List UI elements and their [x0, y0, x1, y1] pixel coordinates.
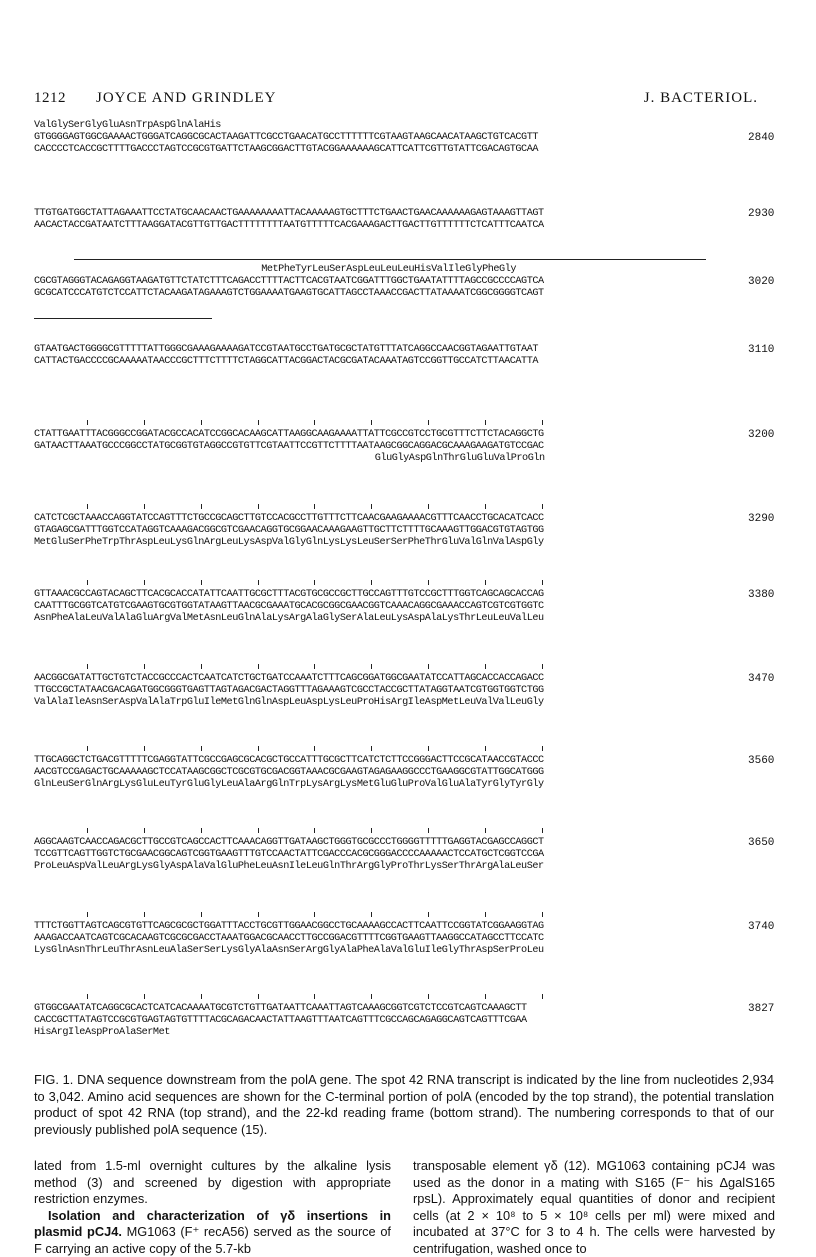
tick-mark [428, 912, 429, 917]
tick-mark [201, 828, 202, 833]
top-strand: GTGGGGAGTGGCGAAAACTGGGATCAGGCGCACTAAGATTCGCCTGAACATGCCTTTTTTCGTAAGTAAGCAACATAAGCTGTCACGTT [34, 132, 774, 144]
tick-mark [428, 994, 429, 999]
protein-top: ValGlySerGlyGluAsnTrpAspGlnAlaHis [34, 120, 774, 132]
tick-row [34, 912, 774, 921]
tick-mark [428, 420, 429, 425]
tick-mark [542, 912, 543, 917]
sequence-position-number: 3650 [748, 837, 774, 849]
transcript-line [74, 259, 706, 260]
tick-mark [314, 994, 315, 999]
protein-bottom: GlnLeuSerGlnArgLysGluLeuTyrGluGlyLeuAlaArgGlnTrpLysArgLysMetGluGluProValGluAlaTyrGlyTyrGly [34, 779, 774, 791]
sequence-block [34, 994, 774, 1039]
paragraph-text: MG1063 (F⁺ recA56) served as the source of F carrying an active copy of the 5.7-kb [34, 1224, 391, 1256]
top-strand: AACGGCGATATTGCTGTCTACCGCCCACTCAATCATCTGCTGATCCAAATCTTTCAGCGGATGGCGAATATCCATTAGCACCACCAGACC [34, 673, 774, 685]
sequence-position-number: 3827 [748, 1003, 774, 1015]
bottom-strand: CACCCCTCACCGCTTTTGACCCTAGTCCGCGTGATTCTAAGCGGACTTGTACGGAAAAAAGCATTCATTCGTTGTATTCGACAGTGCAA [34, 144, 774, 156]
top-strand: GTAATGACTGGGGCGTTTTTATTGGGCGAAAGAAAAGATCCGTAATGCCTGATGCGCTATGTTTATCAGGCCAACGGTAGAATTGTAAT [34, 344, 774, 356]
tick-mark [371, 664, 372, 669]
tick-mark [314, 664, 315, 669]
sequence-position-number: 3560 [748, 755, 774, 767]
tick-mark [258, 746, 259, 751]
sequence-block [34, 746, 774, 791]
tick-mark [428, 746, 429, 751]
sequence-block [34, 208, 774, 232]
tick-mark [371, 828, 372, 833]
sequence-position-number: 3200 [748, 429, 774, 441]
top-strand: AGGCAAGTCAACCAGACGCTTGCCGTCAGCCACTTCAAACAGGTTGATAAGCTGGGTGCGCCCTGGGGTTTTTGAGGTACGAGCCAGGCT [34, 837, 774, 849]
tick-mark [542, 746, 543, 751]
paragraph: lated from 1.5-ml overnight cultures by the alkaline lysis method (3) and screened by digestion with appropriate restriction enzymes. [34, 1158, 391, 1208]
sequence-position-number: 3110 [748, 344, 774, 356]
tick-mark [87, 746, 88, 751]
tick-row [34, 580, 774, 589]
protein-bottom: GluGlyAspGlnThrGluGluValProGln [34, 453, 774, 465]
caption-text: DNA sequence downstream from the polA gene. The spot 42 RNA transcript is indicated by the line from nucleotides 2,934 to 3,042. Amino acid sequences are shown for the C-terminal portion of polA (encoded by the top strand), the potential translation product of spot 42 RNA (top strand), and the 22-kd reading frame (bottom strand). The numbering corresponds to that of our previously published polA sequence (15). [34, 1072, 774, 1137]
tick-mark [258, 504, 259, 509]
top-strand: TTGTGATGGCTATTAGAAATTCCTATGCAACAACTGAAAAAAAATTACAAAAAGTGCTTTCTGAACTGAACAAAAAAGAGTAAAGTTAGT [34, 208, 774, 220]
protein-bottom: MetGluSerPheTrpThrAspLeuLysGlnArgLeuLysAspValGlyGlnLysLysLeuSerSerPheThrGluValGlnValAspGly [34, 537, 774, 549]
bottom-strand: AACACTACCGATAATCTTTAAGGATACGTTGTTGACTTTTTTTTAATGTTTTTCACGAAAGACTTGACTTGTTTTTTCTCATTTCAATCA [34, 220, 774, 232]
tick-mark [144, 912, 145, 917]
bottom-strand: CATTACTGACCCCGCAAAAATAACCCGCTTTCTTTTCTAGGCATTACGGACTACGCGATACAAATAGTCCGGTTGCCATCTTAACATTA [34, 356, 774, 368]
bottom-strand: TTGCCGCTATAACGACAGATGGCGGGTGAGTTAGTAGACGACTAGGTTTAGAAAGTCGCCTACCGCTTATAGGTAATCGTGGTGGTCTGG [34, 685, 774, 697]
bottom-strand: GTAGAGCGATTTGGTCCATAGGTCAAAGACGGCGTCGAACAGGTGCGGAACAAAGAAGTTGCTTCTTTTGCAAAGTTGGACGTGTAGTGG [34, 525, 774, 537]
top-strand: GTTAAACGCCAGTACAGCTTCACGCACCATATTCAATTGCGCTTTACGTGCGCCGCTTGCCAGTTTGTCCGCTTTGGTCAGCAGCACCAG [34, 589, 774, 601]
tick-mark [87, 504, 88, 509]
tick-mark [144, 746, 145, 751]
protein-top: MetPheTyrLeuSerAspLeuLeuLeuHisValIleGlyPheGly [34, 264, 774, 276]
bottom-strand: AACGTCCGAGACTGCAAAAAGCTCCATAAGCGGCTCGCGTGCGACGGTAAACGCGAAGTAGAGAAGGCCCTGAAGGCGTATTGGCATGGG [34, 767, 774, 779]
tick-mark [201, 746, 202, 751]
tick-row [34, 504, 774, 513]
bottom-strand: GATAACTTAAATGCCCGGCCTATGCGGTGTAGGCCGTGTTCGTAATTCCGTTCTTTTAATAAGCGGCAGGACGCAAAGAAGATGTCCGAC [34, 441, 774, 453]
tick-mark [144, 994, 145, 999]
top-strand: TTTCTGGTTAGTCAGCGTGTTCAGCGCGCTGGATTTACCTGCGTTGGAACGGCCTGCAAAAGCCACTTCAATTCCGGTATCGGAAGGTAG [34, 921, 774, 933]
tick-mark [258, 420, 259, 425]
section-heading: Isolation and characterization of γδ insertions in plasmid pCJ4. [34, 1208, 391, 1240]
tick-mark [201, 580, 202, 585]
tick-mark [485, 746, 486, 751]
protein-bottom: ProLeuAspValLeuArgLysGlyAspAlaValGluPheLeuAsnIleLeuGlnThrArgGlyProThrLysSerThrArgAlaLeuSer [34, 861, 774, 873]
top-strand: TTGCAGGCTCTGACGTTTTTCGAGGTATTCGCCGAGCGCACGCTGCCATTTGCGCTTCATCTCTTCCGGGACTTCCGCATAACCGTACCC [34, 755, 774, 767]
tick-mark [144, 580, 145, 585]
running-authors: JOYCE AND GRINDLEY [96, 90, 277, 107]
tick-mark [87, 420, 88, 425]
tick-mark [314, 912, 315, 917]
bottom-strand: CAATTTGCGGTCATGTCGAAGTGCGTGGTATAAGTTAACGCGAAATGCACGCGGCGAACGGTCAAACAGGCGAAACCAGTCGTCGTGGTC [34, 601, 774, 613]
tick-mark [542, 580, 543, 585]
bottom-strand: CACCGCTTATAGTCCGCGTGAGTAGTGTTTTACGCAGACAACTATTAAGTTTAATCAGTTTCGCCAGCAGAGGCAGTCAGTTTCGAA [34, 1015, 774, 1027]
sequence-position-number: 3380 [748, 589, 774, 601]
protein-bottom: LysGlnAsnThrLeuThrAsnLeuAlaSerSerLysGlyAlaAsnSerArgGlyAlaPheAlaValGluIleGlyThrAspSerProLeu [34, 945, 774, 957]
tick-row [34, 828, 774, 837]
tick-row [34, 994, 774, 1003]
tick-mark [201, 912, 202, 917]
sequence-position-number: 2930 [748, 208, 774, 220]
tick-mark [428, 664, 429, 669]
tick-mark [542, 664, 543, 669]
tick-mark [314, 746, 315, 751]
tick-mark [371, 746, 372, 751]
protein-bottom: HisArgIleAspProAlaSerMet [34, 1027, 774, 1039]
tick-mark [144, 828, 145, 833]
tick-row [34, 420, 774, 429]
sequence-block [34, 504, 774, 549]
tick-mark [258, 828, 259, 833]
tick-mark [485, 912, 486, 917]
paragraph-with-heading [34, 1208, 391, 1257]
tick-row [34, 746, 774, 755]
protein-bottom: ValAlaIleAsnSerAspValAlaTrpGluIleMetGlnGlnAspLeuAspLysLeuProHisArgIleAspMetLeuValValLeuGly [34, 697, 774, 709]
sequence-block [34, 264, 774, 300]
tick-mark [87, 664, 88, 669]
tick-mark [485, 828, 486, 833]
tick-mark [87, 580, 88, 585]
tick-mark [485, 664, 486, 669]
tick-mark [485, 504, 486, 509]
sequence-block [34, 580, 774, 625]
tick-mark [201, 994, 202, 999]
body-column-left [34, 1158, 391, 1257]
sequence-block [34, 120, 774, 156]
tick-mark [87, 912, 88, 917]
paragraph: transposable element γδ (12). MG1063 containing pCJ4 was used as the donor in a mating with S165 (F⁻ his ΔgalS165 rpsL). Approximately equal quantities of donor and recipient cells (at 2 × 10⁸ to 5 × 10⁸ cells per ml) were mixed and incubated at 37°C for 3 to 4 h. The cells were harvested by centrifugation, washed once to [413, 1158, 775, 1257]
sequence-position-number: 3470 [748, 673, 774, 685]
tick-mark [428, 828, 429, 833]
tick-mark [258, 580, 259, 585]
sequence-block [34, 828, 774, 873]
tick-mark [542, 420, 543, 425]
tick-row [34, 664, 774, 673]
sequence-position-number: 3740 [748, 921, 774, 933]
tick-mark [542, 994, 543, 999]
tick-mark [371, 504, 372, 509]
body-column-right [413, 1158, 775, 1257]
page-number: 1212 [34, 90, 66, 107]
top-strand: CTATTGAATTTACGGGCCGGATACGCCACATCCGGCACAAGCATTAAGGCAAGAAAATTATTCGCCGTCCTGCGTTTCTTCTACAGGCTG [34, 429, 774, 441]
tick-mark [485, 580, 486, 585]
tick-mark [314, 420, 315, 425]
protein-bottom: AsnPheAlaLeuValAlaGluArgValMetAsnLeuGlnAlaLysArgAlaGlySerAlaLeuLysAspAlaLysThrLeuLeuValLeu [34, 613, 774, 625]
tick-mark [485, 994, 486, 999]
journal-name: J. BACTERIOL. [644, 90, 758, 107]
tick-mark [201, 420, 202, 425]
bottom-strand: AAAGACCAATCAGTCGCACAAGTCGCGCGACCTAAATGGACGCAACCTTGCCGGACGTTTTCGGTGAAGTTAAGGCCATAGCCTTCCATC [34, 933, 774, 945]
tick-mark [144, 664, 145, 669]
tick-mark [258, 664, 259, 669]
transcript-line [34, 318, 212, 319]
tick-mark [314, 580, 315, 585]
tick-mark [201, 664, 202, 669]
bottom-strand: GCGCATCCCATGTCTCCATTCTACAAGATAGAAAGTCTGGAAAATGAAGTGCATTAGCCTAAACCGACTTATAAAATCGGCGGGGTCAGT [34, 288, 774, 300]
tick-mark [314, 504, 315, 509]
tick-mark [87, 828, 88, 833]
tick-mark [144, 420, 145, 425]
tick-mark [542, 504, 543, 509]
top-strand: CGCGTAGGGTACAGAGGTAAGATGTTCTATCTTTCAGACCTTTTACTTCACGTAATCGGATTTGGCTGAATATTTTAGCCGCCCCAGTCA [34, 276, 774, 288]
tick-mark [144, 504, 145, 509]
tick-mark [87, 994, 88, 999]
tick-mark [314, 828, 315, 833]
tick-mark [371, 580, 372, 585]
figure-caption [34, 1072, 774, 1138]
sequence-block [34, 912, 774, 957]
tick-mark [371, 912, 372, 917]
sequence-block [34, 344, 774, 368]
sequence-position-number: 3290 [748, 513, 774, 525]
tick-mark [485, 420, 486, 425]
top-strand: CATCTCGCTAAACCAGGTATCCAGTTTCTGCCGCAGCTTGTCCACGCCTTGTTTCTTCAACGAAGAAAACGTTTCAACCTGCACATCACC [34, 513, 774, 525]
tick-mark [542, 828, 543, 833]
sequence-block [34, 420, 774, 465]
tick-mark [371, 994, 372, 999]
tick-mark [428, 504, 429, 509]
tick-mark [428, 580, 429, 585]
tick-mark [258, 912, 259, 917]
bottom-strand: TCCGTTCAGTTGGTCTGCGAACGGCAGTCGGTGAAGTTTGTCCAACTATTCGACCCACGCGGGACCCCAAAAACTCCATGCTCGGTCCGA [34, 849, 774, 861]
sequence-position-number: 3020 [748, 276, 774, 288]
tick-mark [258, 994, 259, 999]
figure-label: FIG. 1. [34, 1072, 73, 1087]
tick-mark [371, 420, 372, 425]
sequence-position-number: 2840 [748, 132, 774, 144]
top-strand: GTGGCGAATATCAGGCGCACTCATCACAAAATGCGTCTGTTGATAATTCAAATTAGTCAAAGCGGTCGTCTCCGTCAGTCAAAGCTT [34, 1003, 774, 1015]
sequence-block [34, 664, 774, 709]
tick-mark [201, 504, 202, 509]
